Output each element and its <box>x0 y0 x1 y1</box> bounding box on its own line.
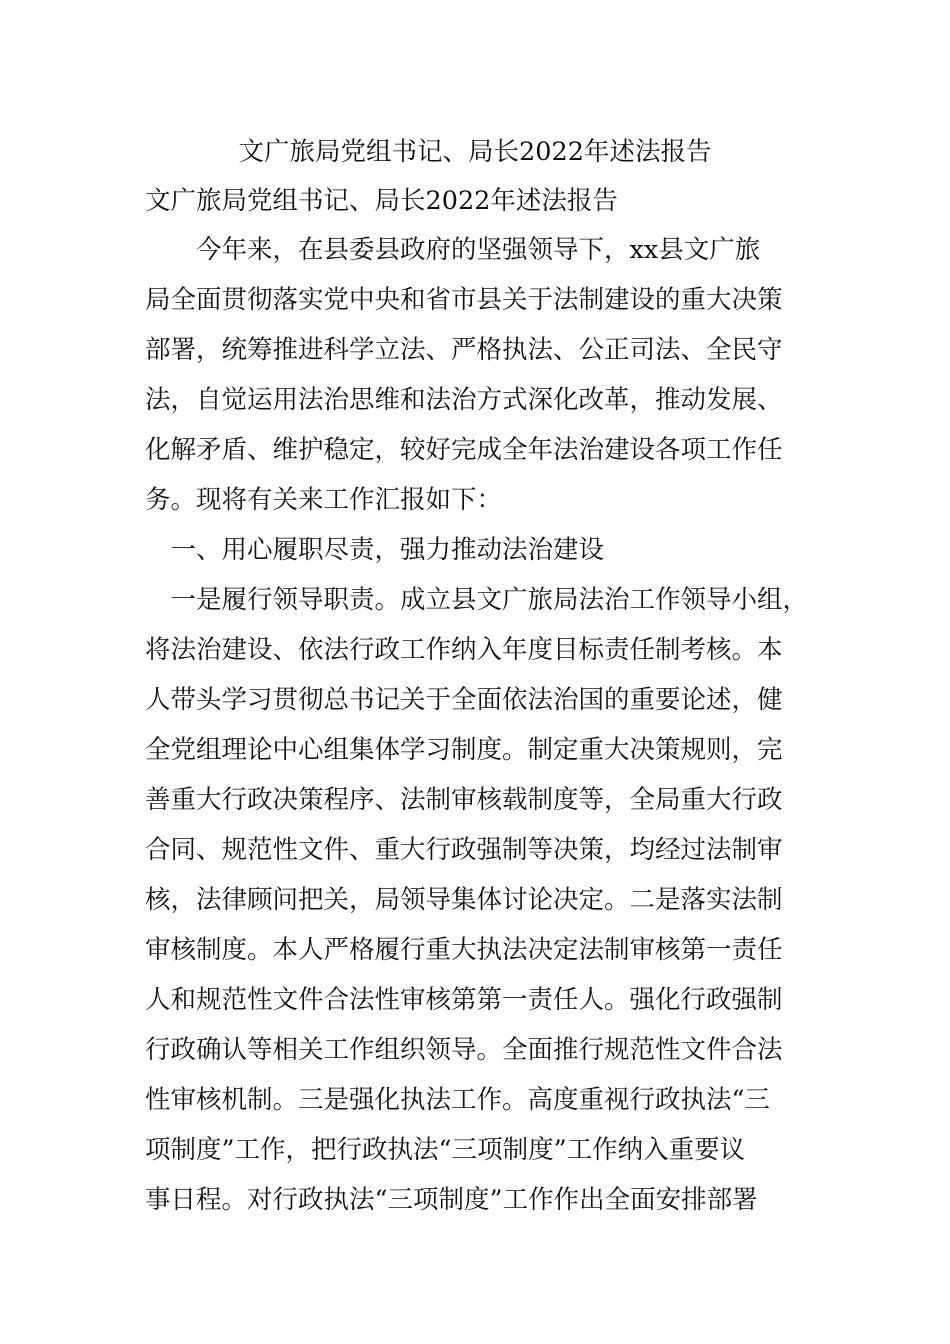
paragraph-line: 人带头学习贯彻总书记关于全面依法治国的重要论述，健 <box>145 685 783 715</box>
paragraph-line: 法，自觉运用法治思维和法治方式深化改革，推动发展、 <box>145 385 783 415</box>
paragraph-line: 核，法律顾问把关，局领导集体讨论决定。二是落实法制 <box>145 885 783 915</box>
paragraph-line: 审核制度。本人严格履行重大执法决定法制审核第一责任 <box>145 935 783 965</box>
paragraph-line: 事日程。对行政执法“三项制度”工作作出全面安排部署 <box>145 1185 758 1215</box>
document-title: 文广旅局党组书记、局长2022年述法报告 <box>238 137 712 167</box>
paragraph-line: 将法治建设、依法行政工作纳入年度目标责任制考核。本 <box>145 635 783 665</box>
paragraph-line: 行政确认等相关工作组织领导。全面推行规范性文件合法 <box>145 1035 783 1065</box>
paragraph-line: 项制度”工作，把行政执法“三项制度”工作纳入重要议 <box>145 1135 746 1165</box>
paragraph-line: 务。现将有关来工作汇报如下： <box>145 485 503 515</box>
paragraph-line: 合同、规范性文件、重大行政强制等决策，均经过法制审 <box>145 835 783 865</box>
paragraph-line: 一是履行领导职责。成立县文广旅局法治工作领导小组， <box>145 585 809 615</box>
paragraph-line: 人和规范性文件合法性审核第第一责任人。强化行政强制 <box>145 985 783 1015</box>
paragraph-line: 部署，统筹推进科学立法、严格执法、公正司法、全民守 <box>145 335 783 365</box>
paragraph-line: 全党组理论中心组集体学习制度。制定重大决策规则，完 <box>145 735 783 765</box>
paragraph-line: 今年来，在县委县政府的坚强领导下，xx县文广旅 <box>145 235 761 265</box>
paragraph-line: 善重大行政决策程序、法制审核载制度等，全局重大行政 <box>145 785 783 815</box>
paragraph-line: 化解矛盾、维护稳定，较好完成全年法治建设各项工作任 <box>145 435 783 465</box>
paragraph-line: 性审核机制。三是强化执法工作。高度重视行政执法“三 <box>145 1085 771 1115</box>
document-subtitle: 文广旅局党组书记、局长2022年述法报告 <box>145 186 618 216</box>
paragraph-line: 局全面贯彻落实党中央和省市县关于法制建设的重大决策 <box>145 285 783 315</box>
section-heading: 一、用心履职尽责，强力推动法治建设 <box>145 535 605 565</box>
